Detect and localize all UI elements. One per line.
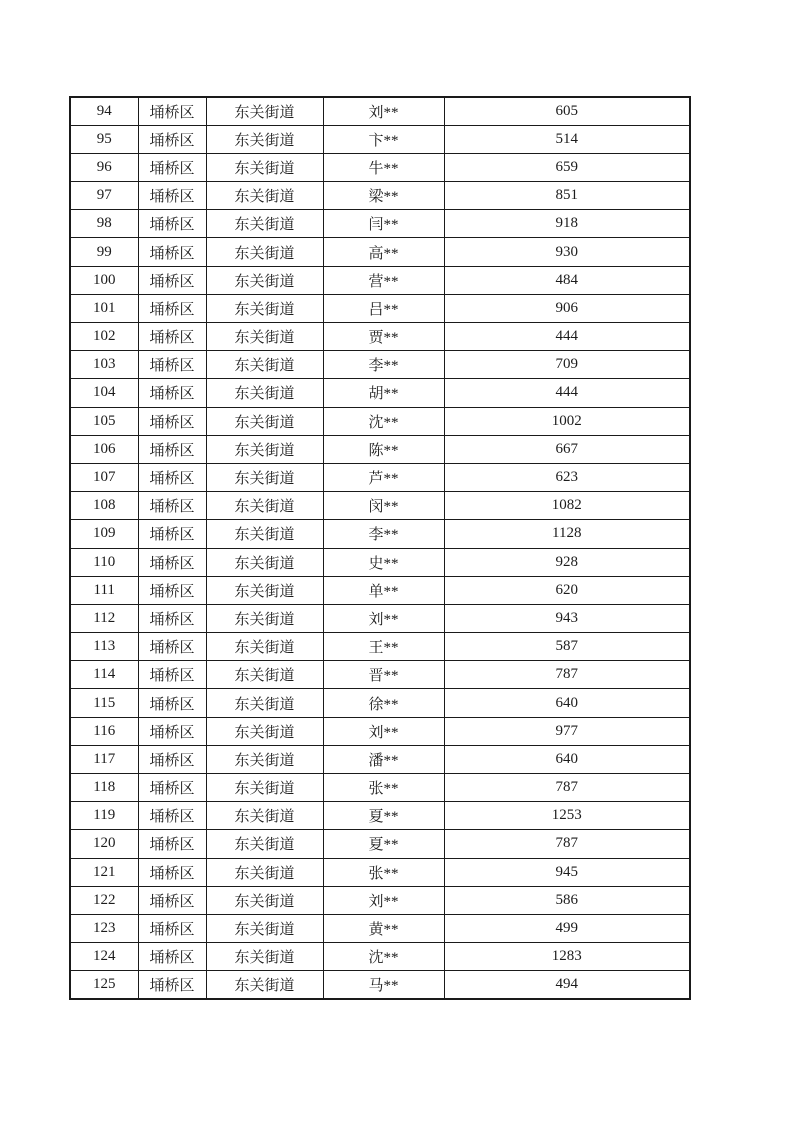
table-cell: 徐** xyxy=(323,689,444,717)
table-cell: 94 xyxy=(70,97,138,125)
table-cell: 97 xyxy=(70,182,138,210)
table-row xyxy=(70,914,690,942)
table-cell: 114 xyxy=(70,661,138,689)
table-cell: 东关街道 xyxy=(206,858,323,886)
table-cell: 1283 xyxy=(444,943,690,971)
table-cell: 埇桥区 xyxy=(138,886,206,914)
table-cell: 东关街道 xyxy=(206,717,323,745)
table-cell: 122 xyxy=(70,886,138,914)
table-cell: 640 xyxy=(444,689,690,717)
table-cell: 112 xyxy=(70,604,138,632)
table-cell: 东关街道 xyxy=(206,238,323,266)
table-row xyxy=(70,323,690,351)
table-cell: 马** xyxy=(323,971,444,999)
table-cell: 906 xyxy=(444,294,690,322)
table-cell: 东关街道 xyxy=(206,182,323,210)
table-cell: 444 xyxy=(444,379,690,407)
table-cell: 928 xyxy=(444,548,690,576)
table-row xyxy=(70,294,690,322)
table-cell: 夏** xyxy=(323,830,444,858)
table-cell: 444 xyxy=(444,323,690,351)
table-cell: 494 xyxy=(444,971,690,999)
table-cell: 东关街道 xyxy=(206,774,323,802)
table-cell: 95 xyxy=(70,125,138,153)
table-cell: 埇桥区 xyxy=(138,266,206,294)
table-cell: 667 xyxy=(444,435,690,463)
table-cell: 620 xyxy=(444,576,690,604)
table-cell: 119 xyxy=(70,802,138,830)
table-cell: 787 xyxy=(444,661,690,689)
table-cell: 东关街道 xyxy=(206,802,323,830)
table-cell: 刘** xyxy=(323,97,444,125)
table-cell: 851 xyxy=(444,182,690,210)
table-cell: 埇桥区 xyxy=(138,802,206,830)
table-cell: 930 xyxy=(444,238,690,266)
table-row xyxy=(70,943,690,971)
table-cell: 101 xyxy=(70,294,138,322)
table-cell: 闵** xyxy=(323,492,444,520)
table-cell: 晋** xyxy=(323,661,444,689)
table-cell: 118 xyxy=(70,774,138,802)
table-cell: 埇桥区 xyxy=(138,858,206,886)
table-cell: 1002 xyxy=(444,407,690,435)
table-cell: 芦** xyxy=(323,463,444,491)
table-cell: 埇桥区 xyxy=(138,717,206,745)
table-cell: 东关街道 xyxy=(206,520,323,548)
table-row xyxy=(70,520,690,548)
table-cell: 梁** xyxy=(323,182,444,210)
table-cell: 李** xyxy=(323,520,444,548)
table-row xyxy=(70,830,690,858)
table-cell: 106 xyxy=(70,435,138,463)
table-cell: 113 xyxy=(70,633,138,661)
table-cell: 123 xyxy=(70,914,138,942)
table-row xyxy=(70,576,690,604)
table-row xyxy=(70,886,690,914)
table-cell: 刘** xyxy=(323,717,444,745)
table-row xyxy=(70,351,690,379)
table-cell: 埇桥区 xyxy=(138,520,206,548)
table-cell: 605 xyxy=(444,97,690,125)
table-cell: 484 xyxy=(444,266,690,294)
table-cell: 124 xyxy=(70,943,138,971)
table-cell: 吕** xyxy=(323,294,444,322)
table-cell: 514 xyxy=(444,125,690,153)
table-cell: 120 xyxy=(70,830,138,858)
table-cell: 115 xyxy=(70,689,138,717)
table-cell: 东关街道 xyxy=(206,210,323,238)
table-row xyxy=(70,858,690,886)
table-cell: 夏** xyxy=(323,802,444,830)
table-cell: 东关街道 xyxy=(206,97,323,125)
table-row xyxy=(70,689,690,717)
table-row xyxy=(70,774,690,802)
table-cell: 史** xyxy=(323,548,444,576)
table-cell: 埇桥区 xyxy=(138,379,206,407)
table-cell: 709 xyxy=(444,351,690,379)
table-cell: 104 xyxy=(70,379,138,407)
table-cell: 103 xyxy=(70,351,138,379)
table-cell: 587 xyxy=(444,633,690,661)
table-cell: 潘** xyxy=(323,745,444,773)
table-cell: 牛** xyxy=(323,153,444,181)
table-cell: 117 xyxy=(70,745,138,773)
table-cell: 东关街道 xyxy=(206,548,323,576)
table-row xyxy=(70,745,690,773)
table-row xyxy=(70,802,690,830)
table-cell: 102 xyxy=(70,323,138,351)
table-cell: 埇桥区 xyxy=(138,745,206,773)
table-cell: 埇桥区 xyxy=(138,971,206,999)
table-row xyxy=(70,548,690,576)
table-cell: 东关街道 xyxy=(206,463,323,491)
table-row xyxy=(70,717,690,745)
table-cell: 东关街道 xyxy=(206,914,323,942)
table-cell: 东关街道 xyxy=(206,604,323,632)
table-cell: 埇桥区 xyxy=(138,435,206,463)
table-cell: 埇桥区 xyxy=(138,689,206,717)
table-cell: 埇桥区 xyxy=(138,830,206,858)
table-cell: 943 xyxy=(444,604,690,632)
table-cell: 东关街道 xyxy=(206,971,323,999)
table-row xyxy=(70,210,690,238)
table-cell: 东关街道 xyxy=(206,379,323,407)
table-row xyxy=(70,463,690,491)
table-row xyxy=(70,407,690,435)
table-row xyxy=(70,435,690,463)
table-row xyxy=(70,182,690,210)
table-body xyxy=(70,97,690,999)
table-cell: 121 xyxy=(70,858,138,886)
table-cell: 埇桥区 xyxy=(138,548,206,576)
table-cell: 东关街道 xyxy=(206,407,323,435)
table-cell: 640 xyxy=(444,745,690,773)
table-cell: 埇桥区 xyxy=(138,125,206,153)
table-cell: 刘** xyxy=(323,604,444,632)
table-cell: 张** xyxy=(323,858,444,886)
table-cell: 东关街道 xyxy=(206,830,323,858)
table-cell: 98 xyxy=(70,210,138,238)
table-cell: 埇桥区 xyxy=(138,351,206,379)
table-cell: 东关街道 xyxy=(206,323,323,351)
table-cell: 东关街道 xyxy=(206,153,323,181)
table-cell: 埇桥区 xyxy=(138,323,206,351)
table-cell: 东关街道 xyxy=(206,492,323,520)
table-cell: 高** xyxy=(323,238,444,266)
table-cell: 埇桥区 xyxy=(138,210,206,238)
table-row xyxy=(70,971,690,999)
table-cell: 埇桥区 xyxy=(138,492,206,520)
table-cell: 108 xyxy=(70,492,138,520)
data-table xyxy=(69,96,691,1000)
table-cell: 埇桥区 xyxy=(138,774,206,802)
table-cell: 陈** xyxy=(323,435,444,463)
table-cell: 沈** xyxy=(323,407,444,435)
table-cell: 东关街道 xyxy=(206,294,323,322)
table-cell: 109 xyxy=(70,520,138,548)
table-cell: 东关街道 xyxy=(206,689,323,717)
table-cell: 977 xyxy=(444,717,690,745)
table-cell: 787 xyxy=(444,830,690,858)
table-cell: 埇桥区 xyxy=(138,633,206,661)
table-cell: 787 xyxy=(444,774,690,802)
table-cell: 110 xyxy=(70,548,138,576)
table-cell: 623 xyxy=(444,463,690,491)
table-cell: 埇桥区 xyxy=(138,97,206,125)
table-cell: 99 xyxy=(70,238,138,266)
table-cell: 埇桥区 xyxy=(138,153,206,181)
table-cell: 东关街道 xyxy=(206,886,323,914)
table-cell: 埇桥区 xyxy=(138,576,206,604)
table-cell: 东关街道 xyxy=(206,351,323,379)
table-cell: 945 xyxy=(444,858,690,886)
table-row xyxy=(70,125,690,153)
table-row xyxy=(70,266,690,294)
table-cell: 埇桥区 xyxy=(138,463,206,491)
table-cell: 105 xyxy=(70,407,138,435)
table-cell: 1082 xyxy=(444,492,690,520)
table-cell: 东关街道 xyxy=(206,745,323,773)
table-row xyxy=(70,661,690,689)
table-cell: 埇桥区 xyxy=(138,238,206,266)
table-cell: 埇桥区 xyxy=(138,182,206,210)
table-cell: 125 xyxy=(70,971,138,999)
table-cell: 埇桥区 xyxy=(138,914,206,942)
table-cell: 王** xyxy=(323,633,444,661)
table-cell: 埇桥区 xyxy=(138,604,206,632)
table-cell: 116 xyxy=(70,717,138,745)
table-cell: 107 xyxy=(70,463,138,491)
table-cell: 东关街道 xyxy=(206,435,323,463)
table-cell: 李** xyxy=(323,351,444,379)
table-row xyxy=(70,604,690,632)
table-cell: 东关街道 xyxy=(206,943,323,971)
table-cell: 黄** xyxy=(323,914,444,942)
table-row xyxy=(70,153,690,181)
table-cell: 111 xyxy=(70,576,138,604)
table-cell: 贾** xyxy=(323,323,444,351)
table-cell: 营** xyxy=(323,266,444,294)
table-cell: 918 xyxy=(444,210,690,238)
table-cell: 埇桥区 xyxy=(138,294,206,322)
table-row xyxy=(70,633,690,661)
table-cell: 100 xyxy=(70,266,138,294)
table-cell: 东关街道 xyxy=(206,576,323,604)
table-row xyxy=(70,238,690,266)
table-cell: 张** xyxy=(323,774,444,802)
table-cell: 东关街道 xyxy=(206,661,323,689)
table-cell: 卞** xyxy=(323,125,444,153)
table-cell: 埇桥区 xyxy=(138,661,206,689)
table-cell: 埇桥区 xyxy=(138,943,206,971)
table-cell: 刘** xyxy=(323,886,444,914)
table-cell: 499 xyxy=(444,914,690,942)
table-cell: 1128 xyxy=(444,520,690,548)
table-cell: 586 xyxy=(444,886,690,914)
table-row xyxy=(70,379,690,407)
table-cell: 闫** xyxy=(323,210,444,238)
table-cell: 埇桥区 xyxy=(138,407,206,435)
table-cell: 胡** xyxy=(323,379,444,407)
table-row xyxy=(70,492,690,520)
table-cell: 东关街道 xyxy=(206,633,323,661)
table-cell: 96 xyxy=(70,153,138,181)
table-cell: 东关街道 xyxy=(206,266,323,294)
table-row xyxy=(70,97,690,125)
table-cell: 1253 xyxy=(444,802,690,830)
table-cell: 沈** xyxy=(323,943,444,971)
table-cell: 东关街道 xyxy=(206,125,323,153)
table-cell: 单** xyxy=(323,576,444,604)
table-cell: 659 xyxy=(444,153,690,181)
